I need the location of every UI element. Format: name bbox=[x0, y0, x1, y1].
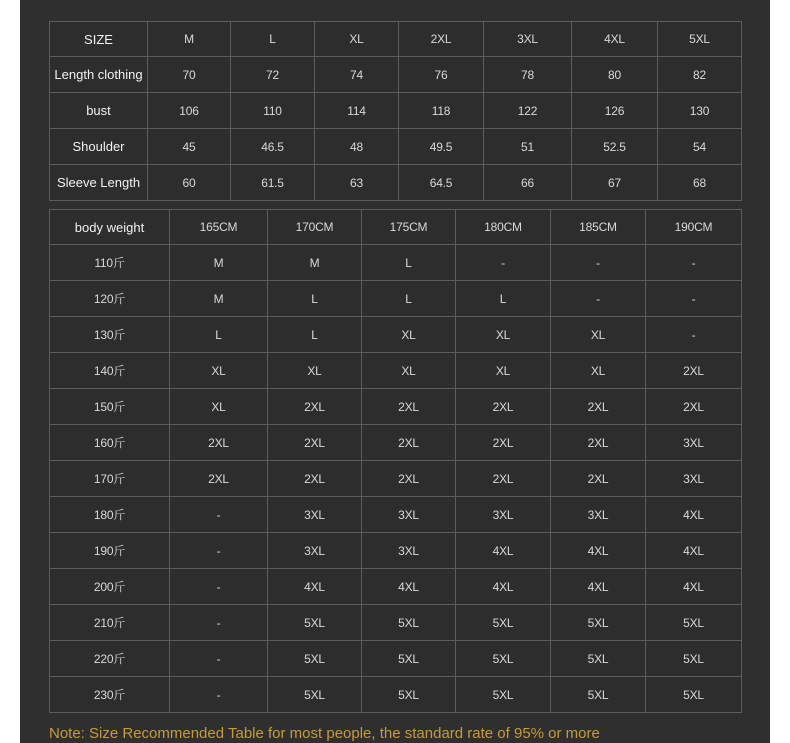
table-row bbox=[50, 93, 742, 129]
weight-value-cell: XL bbox=[170, 353, 268, 389]
weight-value-cell: 5XL bbox=[646, 605, 742, 641]
weight-value-cell: 2XL bbox=[456, 389, 551, 425]
weight-value-cell: - bbox=[646, 281, 742, 317]
weight-header-cell: 185CM bbox=[551, 210, 646, 245]
weight-row-label: 110斤 bbox=[50, 245, 170, 281]
weight-value-cell: 3XL bbox=[362, 533, 456, 569]
weight-value-cell: - bbox=[551, 281, 646, 317]
size-header-cell: SIZE bbox=[50, 22, 148, 57]
table-row bbox=[50, 425, 742, 461]
weight-value-cell: L bbox=[362, 281, 456, 317]
weight-value-cell: 3XL bbox=[646, 425, 742, 461]
weight-value-cell: - bbox=[646, 317, 742, 353]
weight-value-cell: XL bbox=[551, 353, 646, 389]
table-row bbox=[50, 57, 742, 93]
weight-value-cell: 4XL bbox=[646, 497, 742, 533]
weight-value-cell: L bbox=[268, 281, 362, 317]
table-row bbox=[50, 677, 742, 713]
weight-value-cell: - bbox=[456, 245, 551, 281]
weight-value-cell: 2XL bbox=[362, 425, 456, 461]
table-row bbox=[50, 317, 742, 353]
size-measurement-table bbox=[49, 21, 742, 201]
weight-row-label: 140斤 bbox=[50, 353, 170, 389]
weight-value-cell: - bbox=[170, 605, 268, 641]
weight-value-cell: 3XL bbox=[646, 461, 742, 497]
weight-value-cell: 5XL bbox=[268, 677, 362, 713]
weight-value-cell: 2XL bbox=[362, 389, 456, 425]
weight-value-cell: 5XL bbox=[456, 677, 551, 713]
size-header-cell: 5XL bbox=[658, 22, 742, 57]
weight-value-cell: 4XL bbox=[551, 569, 646, 605]
weight-row-label: 170斤 bbox=[50, 461, 170, 497]
weight-value-cell: 3XL bbox=[456, 497, 551, 533]
weight-value-cell: 5XL bbox=[456, 605, 551, 641]
weight-row-label: 180斤 bbox=[50, 497, 170, 533]
size-value-cell: 126 bbox=[572, 93, 658, 129]
size-chart-panel bbox=[20, 0, 770, 743]
size-value-cell: 48 bbox=[315, 129, 399, 165]
size-value-cell: 46.5 bbox=[231, 129, 315, 165]
size-value-cell: 82 bbox=[658, 57, 742, 93]
weight-value-cell: 2XL bbox=[170, 461, 268, 497]
size-value-cell: 63 bbox=[315, 165, 399, 201]
weight-header-cell: 180CM bbox=[456, 210, 551, 245]
weight-value-cell: - bbox=[646, 245, 742, 281]
table-row bbox=[50, 641, 742, 677]
size-value-cell: 61.5 bbox=[231, 165, 315, 201]
size-value-cell: 45 bbox=[148, 129, 231, 165]
size-value-cell: 110 bbox=[231, 93, 315, 129]
weight-value-cell: 4XL bbox=[646, 533, 742, 569]
table-row bbox=[50, 129, 742, 165]
weight-value-cell: XL bbox=[551, 317, 646, 353]
weight-value-cell: L bbox=[362, 245, 456, 281]
size-value-cell: 52.5 bbox=[572, 129, 658, 165]
weight-value-cell: 5XL bbox=[362, 605, 456, 641]
weight-header-cell: body weight bbox=[50, 210, 170, 245]
size-value-cell: 74 bbox=[315, 57, 399, 93]
size-row-label: Shoulder bbox=[50, 129, 148, 165]
table-row bbox=[50, 569, 742, 605]
table-row bbox=[50, 533, 742, 569]
size-value-cell: 54 bbox=[658, 129, 742, 165]
table-row bbox=[50, 389, 742, 425]
size-value-cell: 130 bbox=[658, 93, 742, 129]
weight-value-cell: 4XL bbox=[362, 569, 456, 605]
size-value-cell: 49.5 bbox=[399, 129, 484, 165]
weight-value-cell: XL bbox=[362, 317, 456, 353]
weight-value-cell: 2XL bbox=[268, 425, 362, 461]
weight-value-cell: L bbox=[170, 317, 268, 353]
weight-row-label: 120斤 bbox=[50, 281, 170, 317]
weight-value-cell: 5XL bbox=[268, 605, 362, 641]
weight-row-label: 190斤 bbox=[50, 533, 170, 569]
size-value-cell: 80 bbox=[572, 57, 658, 93]
weight-value-cell: XL bbox=[170, 389, 268, 425]
size-value-cell: 68 bbox=[658, 165, 742, 201]
weight-value-cell: - bbox=[170, 533, 268, 569]
weight-header-cell: 170CM bbox=[268, 210, 362, 245]
weight-value-cell: 5XL bbox=[646, 677, 742, 713]
weight-value-cell: XL bbox=[362, 353, 456, 389]
size-row-label: Length clothing bbox=[50, 57, 148, 93]
table-row bbox=[50, 497, 742, 533]
weight-value-cell: 2XL bbox=[170, 425, 268, 461]
weight-value-cell: 4XL bbox=[456, 569, 551, 605]
weight-value-cell: - bbox=[170, 569, 268, 605]
weight-value-cell: 4XL bbox=[551, 533, 646, 569]
weight-recommendation-table bbox=[49, 209, 742, 713]
weight-value-cell: - bbox=[170, 677, 268, 713]
weight-value-cell: 5XL bbox=[362, 641, 456, 677]
weight-value-cell: 3XL bbox=[362, 497, 456, 533]
weight-header-cell: 190CM bbox=[646, 210, 742, 245]
weight-value-cell: 4XL bbox=[456, 533, 551, 569]
weight-value-cell: L bbox=[268, 317, 362, 353]
weight-value-cell: 5XL bbox=[456, 641, 551, 677]
weight-value-cell: 5XL bbox=[551, 677, 646, 713]
weight-value-cell: 3XL bbox=[551, 497, 646, 533]
weight-value-cell: - bbox=[551, 245, 646, 281]
weight-value-cell: 2XL bbox=[268, 461, 362, 497]
weight-value-cell: 5XL bbox=[646, 641, 742, 677]
weight-value-cell: M bbox=[170, 281, 268, 317]
size-value-cell: 67 bbox=[572, 165, 658, 201]
weight-value-cell: 4XL bbox=[646, 569, 742, 605]
size-value-cell: 106 bbox=[148, 93, 231, 129]
weight-row-label: 130斤 bbox=[50, 317, 170, 353]
size-value-cell: 70 bbox=[148, 57, 231, 93]
table-row bbox=[50, 165, 742, 201]
weight-value-cell: 2XL bbox=[551, 425, 646, 461]
weight-value-cell: 3XL bbox=[268, 533, 362, 569]
weight-value-cell: 2XL bbox=[646, 353, 742, 389]
size-row-label: bust bbox=[50, 93, 148, 129]
size-value-cell: 60 bbox=[148, 165, 231, 201]
size-header-cell: XL bbox=[315, 22, 399, 57]
weight-value-cell: 2XL bbox=[362, 461, 456, 497]
weight-value-cell: M bbox=[268, 245, 362, 281]
size-value-cell: 114 bbox=[315, 93, 399, 129]
weight-row-label: 150斤 bbox=[50, 389, 170, 425]
weight-row-label: 230斤 bbox=[50, 677, 170, 713]
table-row bbox=[50, 605, 742, 641]
size-note: Note: Size Recommended Table for most people, the standard rate of 95% or more bbox=[49, 725, 600, 742]
table-row bbox=[50, 281, 742, 317]
size-header-cell: 2XL bbox=[399, 22, 484, 57]
weight-value-cell: - bbox=[170, 641, 268, 677]
size-value-cell: 51 bbox=[484, 129, 572, 165]
weight-value-cell: XL bbox=[268, 353, 362, 389]
weight-value-cell: XL bbox=[456, 353, 551, 389]
size-header-row bbox=[50, 22, 742, 57]
size-value-cell: 118 bbox=[399, 93, 484, 129]
size-value-cell: 122 bbox=[484, 93, 572, 129]
weight-value-cell: 4XL bbox=[268, 569, 362, 605]
size-value-cell: 72 bbox=[231, 57, 315, 93]
size-header-cell: 4XL bbox=[572, 22, 658, 57]
weight-value-cell: 2XL bbox=[551, 461, 646, 497]
weight-header-cell: 165CM bbox=[170, 210, 268, 245]
weight-value-cell: 2XL bbox=[268, 389, 362, 425]
weight-value-cell: 2XL bbox=[456, 461, 551, 497]
size-header-cell: 3XL bbox=[484, 22, 572, 57]
size-header-cell: L bbox=[231, 22, 315, 57]
weight-header-cell: 175CM bbox=[362, 210, 456, 245]
weight-value-cell: 2XL bbox=[646, 389, 742, 425]
table-row bbox=[50, 353, 742, 389]
weight-value-cell: - bbox=[170, 497, 268, 533]
weight-value-cell: 5XL bbox=[551, 605, 646, 641]
weight-value-cell: XL bbox=[456, 317, 551, 353]
table-row bbox=[50, 245, 742, 281]
weight-value-cell: 5XL bbox=[362, 677, 456, 713]
size-value-cell: 64.5 bbox=[399, 165, 484, 201]
weight-row-label: 210斤 bbox=[50, 605, 170, 641]
weight-row-label: 160斤 bbox=[50, 425, 170, 461]
weight-value-cell: 3XL bbox=[268, 497, 362, 533]
size-value-cell: 78 bbox=[484, 57, 572, 93]
weight-value-cell: L bbox=[456, 281, 551, 317]
weight-header-row bbox=[50, 210, 742, 245]
weight-value-cell: M bbox=[170, 245, 268, 281]
table-row bbox=[50, 461, 742, 497]
size-value-cell: 76 bbox=[399, 57, 484, 93]
size-header-cell: M bbox=[148, 22, 231, 57]
size-value-cell: 66 bbox=[484, 165, 572, 201]
weight-row-label: 220斤 bbox=[50, 641, 170, 677]
weight-value-cell: 5XL bbox=[268, 641, 362, 677]
size-row-label: Sleeve Length bbox=[50, 165, 148, 201]
weight-value-cell: 2XL bbox=[551, 389, 646, 425]
weight-row-label: 200斤 bbox=[50, 569, 170, 605]
weight-value-cell: 2XL bbox=[456, 425, 551, 461]
weight-value-cell: 5XL bbox=[551, 641, 646, 677]
